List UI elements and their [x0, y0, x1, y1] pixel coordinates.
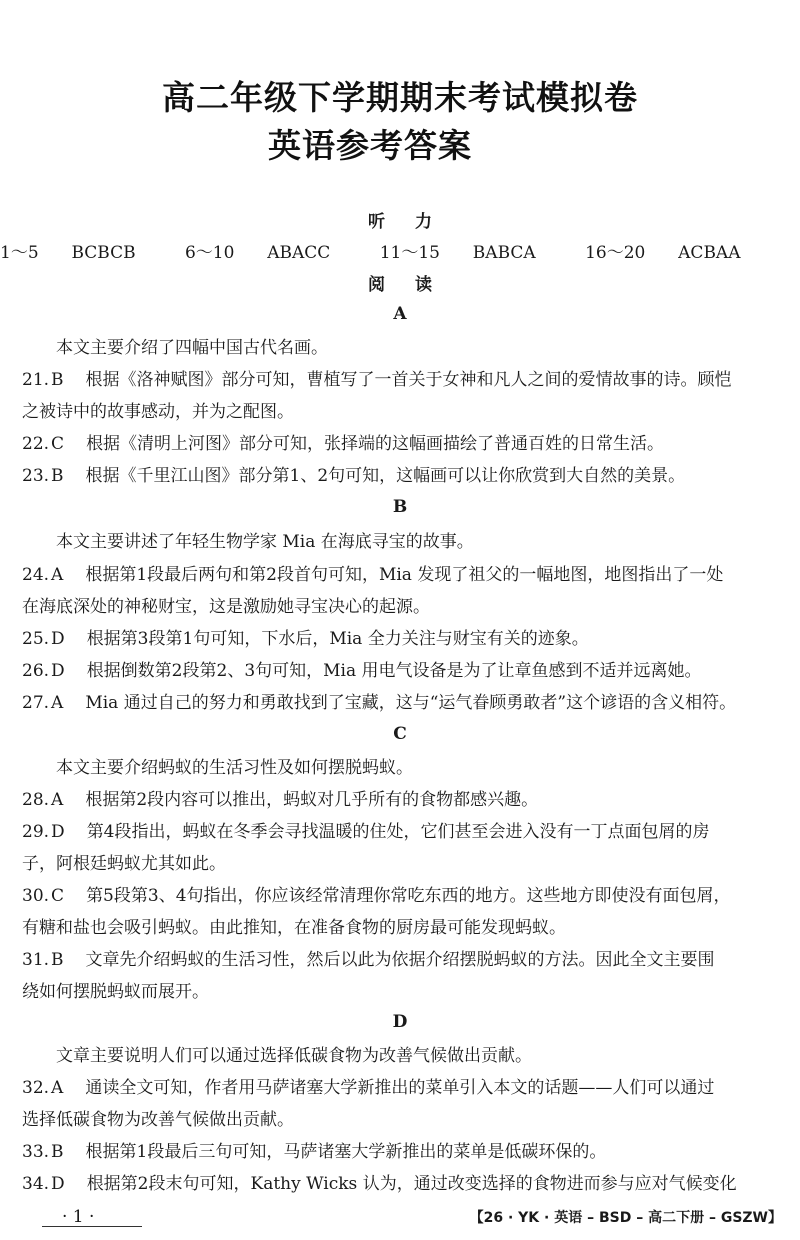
answer-item-22: 22. C 根据《清明上河图》部分可知，张择端的这幅画描绘了普通百姓的日常生活。 [22, 434, 665, 454]
answer-item-28: 28. A 根据第2段内容可以推出，蚂蚁对几乎所有的食物都感兴趣。 [22, 790, 539, 810]
document-code: 【26 · YK · 英语 – BSD – 高二下册 – GSZW】 [469, 1210, 782, 1226]
answer-item-34: 34. D 根据第2段末句可知，Kathy Wicks 认为，通过改变选择的食物进而参与应对气候变化 [22, 1174, 737, 1194]
page-title: 高二年级下学期期末考试模拟卷 [162, 78, 638, 117]
section-intro: 本文主要介绍蚂蚁的生活习性及如何摆脱蚂蚁。 [56, 758, 413, 778]
answer-item-31-cont: 绕如何摆脱蚂蚁而展开。 [22, 982, 209, 1002]
page-number: · 1 · [62, 1207, 95, 1227]
answer-item-23: 23. B 根据《千里江山图》部分第1、2句可知，这幅画可以让你欣赏到大自然的美景。 [22, 466, 686, 486]
section-letter-d: D [392, 1012, 408, 1032]
answer-item-21: 21. B 根据《洛神赋图》部分可知，曹植写了一首关于女神和凡人之间的爱情故事的诗。顾恺 [22, 370, 732, 390]
answer-item-25: 25. D 根据第3段第1句可知，下水后，Mia 全力关注与财宝有关的迹象。 [22, 629, 589, 649]
answer-item-30-cont: 有糖和盐也会吸引蚂蚁。由此推知，在准备食物的厨房最可能发现蚂蚁。 [22, 918, 566, 938]
answer-item-24-cont: 在海底深处的神秘财宝，这是激励她寻宝决心的起源。 [22, 597, 430, 617]
section-letter-b: B [392, 497, 408, 517]
listening-group: 6～10 ABACC [184, 243, 331, 263]
answer-item-24: 24. A 根据第1段最后两句和第2段首句可知，Mia 发现了祖父的一幅地图，地图指出了一处 [22, 565, 724, 585]
answer-item-32: 32. A 通读全文可知，作者用马萨诸塞大学新推出的菜单引入本文的话题——人们可以通过 [22, 1078, 715, 1098]
answer-item-29: 29. D 第4段指出，蚂蚁在冬季会寻找温暖的住处，它们甚至会进入没有一丁点面包屑的房 [22, 822, 710, 842]
listening-group: 11～15 BABCA [379, 243, 536, 263]
section-letter-c: C [393, 724, 407, 744]
answer-item-31: 31. B 文章先介绍蚂蚁的生活习性，然后以此为依据介绍摆脱蚂蚁的方法。因此全文主要围 [22, 950, 715, 970]
listening-heading: 听力 [368, 212, 462, 232]
answer-item-27: 27. A Mia 通过自己的努力和勇敢找到了宝藏，这与“运气眷顾勇敢者”这个谚语的含义相符。 [22, 693, 737, 713]
section-intro: 文章主要说明人们可以通过选择低碳食物为改善气候做出贡献。 [56, 1046, 532, 1066]
page-subtitle: 英语参考答案 [268, 126, 472, 165]
reading-heading: 阅读 [368, 275, 462, 295]
section-intro: 本文主要讲述了年轻生物学家 Mia 在海底寻宝的故事。 [56, 532, 474, 552]
footer-divider [42, 1226, 142, 1227]
section-intro: 本文主要介绍了四幅中国古代名画。 [56, 338, 328, 358]
answer-item-32-cont: 选择低碳食物为改善气候做出贡献。 [22, 1110, 294, 1130]
answer-item-21-cont: 之被诗中的故事感动，并为之配图。 [22, 402, 294, 422]
listening-group: 1～5 BCBCB [0, 243, 136, 263]
answer-item-30: 30. C 第5段第3、4句指出，你应该经常清理你常吃东西的地方。这些地方即使没有面包屑， [22, 886, 731, 906]
section-letter-a: A [393, 304, 407, 324]
answer-item-26: 26. D 根据倒数第2段第2、3句可知，Mia 用电气设备是为了让章鱼感到不适并远离她。 [22, 661, 702, 681]
answer-item-29-cont: 子，阿根廷蚂蚁尤其如此。 [22, 854, 226, 874]
listening-answers [0, 238, 785, 263]
listening-group: 16～20 ACBAA [585, 243, 741, 263]
answer-item-33: 33. B 根据第1段最后三句可知，马萨诸塞大学新推出的菜单是低碳环保的。 [22, 1142, 607, 1162]
